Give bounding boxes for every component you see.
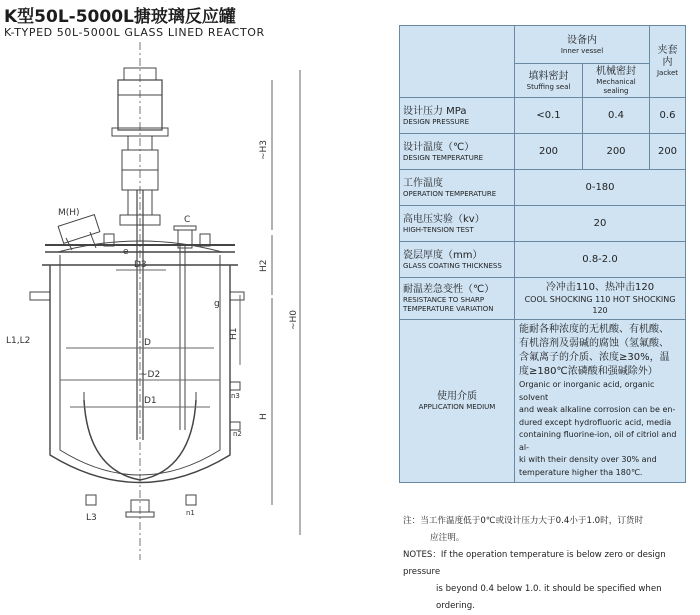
cell-value: 200	[515, 134, 583, 170]
row-label: 耐温差急变性（℃） RESISTANCE TO SHARP TEMPERATURE VARIATION	[400, 278, 515, 320]
cell-value: 200	[650, 134, 686, 170]
row-label: 设计温度（℃） DESIGN TEMPERATURE	[400, 134, 515, 170]
label-n3: n3	[231, 392, 240, 400]
page-subtitle: K-TYPED 50L-5000L GLASS LINED REACTOR	[4, 26, 265, 39]
table-row	[400, 170, 686, 206]
label-h2: H2	[259, 259, 269, 272]
cell-value: 冷冲击110、热冲击120 COOL SHOCKING 110 HOT SHOCKING 120	[515, 278, 686, 320]
row-label: 设计压力 MPa DESIGN PRESSURE	[400, 98, 515, 134]
label-n2: n2	[233, 430, 242, 438]
table-row	[400, 320, 686, 483]
label-h1: H1	[229, 327, 239, 340]
cell-value: 0.4	[583, 98, 650, 134]
table-row	[400, 206, 686, 242]
label-l1l2: L1,L2	[6, 336, 31, 346]
spec-table	[399, 25, 686, 483]
page-title: K型50L-5000L搪玻璃反应罐	[4, 7, 236, 27]
label-c: C	[184, 215, 191, 225]
label-g: g	[214, 299, 220, 309]
table-row	[400, 98, 686, 134]
label-mh: M(H)	[58, 208, 80, 218]
label-e: e	[123, 247, 129, 257]
cell-value: 0.6	[650, 98, 686, 134]
cell-value: 200	[583, 134, 650, 170]
note-cn-line2: 应注明。	[430, 533, 465, 543]
row-label: 瓷层厚度（mm） GLASS COATING THICKNESS	[400, 242, 515, 278]
note-en-line2: is beyond 0.4 below 1.0. it should be specified when ordering.	[436, 584, 662, 611]
label-d1: D1	[144, 396, 157, 406]
table-header-row	[400, 26, 686, 64]
reactor-drawing	[0, 40, 395, 593]
note-cn-line1: 注：当工作温度低于0℃或设计压力大于0.4小于1.0时，订货时	[403, 516, 644, 526]
cell-value: <0.1	[515, 98, 583, 134]
label-d3: D3	[134, 260, 147, 270]
cell-value: 0.8-2.0	[515, 242, 686, 278]
table-row	[400, 278, 686, 320]
row-label: 使用介质 APPLICATION MEDIUM	[400, 320, 515, 483]
label-h: H	[259, 413, 269, 420]
label-d2: ~D2	[140, 370, 161, 380]
notes	[403, 513, 695, 615]
label-h0: ~H0	[289, 309, 299, 330]
cell-value: 0-180	[515, 170, 686, 206]
medium-description: 能耐各种浓度的无机酸、有机酸、 有机溶剂及弱碱的腐蚀（氢氟酸、 含氟离子的介质、浓度≥30%，温 度≥180℃浓磷酸和强碱除外） Organic or inorganic acid, organic solvent and weak alkaline corrosion can be en- dured except hydrofluoric acid, media containing fluorine-ion, oil of citriol and al- ki with their density over 30% and temperature higher tha 180℃.	[515, 320, 686, 483]
table-row	[400, 134, 686, 170]
label-n1: n1	[186, 509, 195, 517]
stuffing-seal-header: 填料密封 Stuffing seal	[515, 64, 583, 98]
cell-value: 20	[515, 206, 686, 242]
label-d: D	[144, 338, 151, 348]
row-label: 高电压实验（kv） HIGH-TENSION TEST	[400, 206, 515, 242]
label-h3: ~H3	[259, 139, 269, 160]
jacket-header: 夹套内 Jacket	[650, 26, 686, 98]
table-row	[400, 242, 686, 278]
label-l3: L3	[86, 513, 97, 523]
inner-vessel-header: 设备内 Inner vessel	[515, 26, 650, 64]
mechanical-seal-header: 机械密封 Mechanical sealing	[583, 64, 650, 98]
row-label: 工作温度 OPERATION TEMPERATURE	[400, 170, 515, 206]
note-en-line1: NOTES：If the operation temperature is below zero or design pressure	[403, 550, 666, 577]
